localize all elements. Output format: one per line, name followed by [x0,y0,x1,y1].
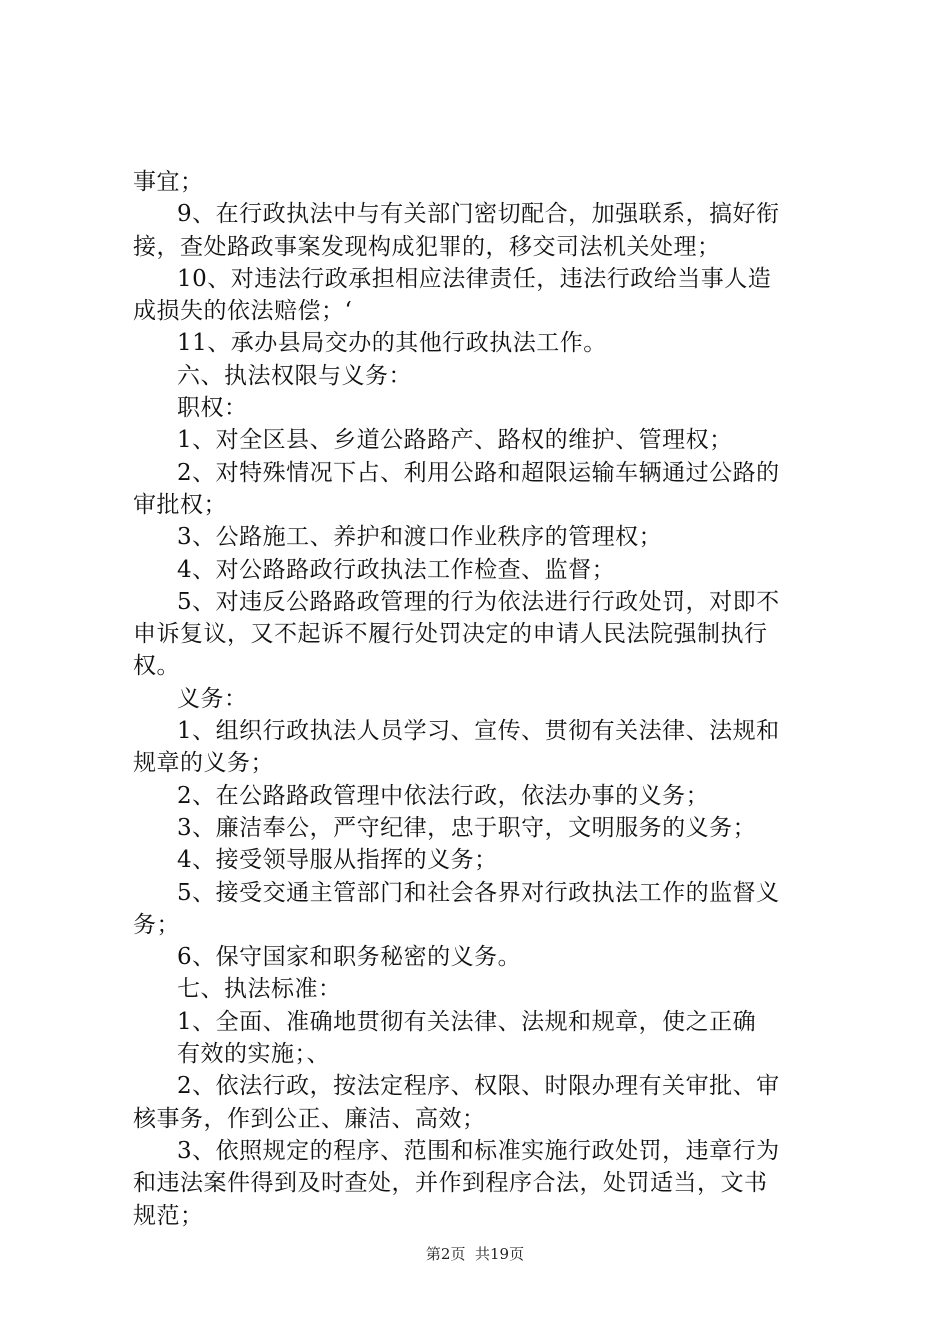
text-line: 2、对特殊情况下占、利用公路和超限运输车辆通过公路的 [177,459,780,486]
text-line: 5、接受交通主管部门和社会各界对行政执法工作的监督义 [177,879,780,906]
text-line: 务； [133,911,180,938]
text-line: 11、承办县局交办的其他行政执法工作。 [177,330,607,357]
page-footer [0,1243,950,1264]
text-line: 9、在行政执法中与有关部门密切配合，加强联系，搞好衔 [177,201,780,228]
text-line: 事宜； [133,169,204,195]
text-line: 1、对全区县、乡道公路路产、路权的维护、管理权； [177,427,733,454]
subsection-heading: 义务： [177,685,248,712]
text-line: 2、依法行政，按法定程序、权限、时限办理有关审批、审 [177,1073,780,1100]
text-line: 有效的实施；、 [177,1041,330,1068]
text-line: 审批权； [133,491,227,518]
text-line: 1、全面、准确地贯彻有关法律、法规和规章，使之正确 [177,1008,757,1035]
text-line: 5、对违反公路路政管理的行为依法进行行政处罚，对即不 [177,588,780,615]
text-line: 4、接受领导服从指挥的义务； [177,847,498,874]
text-line: 接，查处路政事案发现构成犯罪的，移交司法机关处理； [133,233,721,260]
subsection-heading: 职权： [177,395,248,422]
text-line: 4、对公路路政行政执法工作检查、监督； [177,556,616,583]
text-line: 3、廉洁奉公，严守纪律，忠于职守，文明服务的义务； [177,814,757,841]
document-body [133,166,833,1232]
text-line: 权。 [133,653,180,680]
text-line: 成损失的依法赔偿；‘ [133,298,353,325]
text-line: 规章的义务； [133,750,274,777]
text-line: 3、公路施工、养护和渡口作业秩序的管理权； [177,524,663,551]
text-line: 1、组织行政执法人员学习、宣传、贯彻有关法律、法规和 [177,718,780,745]
section-heading: 六、执法权限与义务： [177,362,412,389]
text-line: 申诉复议，又不起诉不履行处罚决定的申请人民法院强制执行 [133,621,768,648]
text-line: 3、依照规定的程序、范围和标准实施行政处罚，违章行为 [177,1137,780,1164]
page-number-label: 第2页 共19页 [425,1245,525,1263]
text-line: 核事务，作到公正、廉洁、高效； [133,1105,486,1132]
text-line: 6、保守国家和职务秘密的义务。 [177,944,522,971]
text-line: 和违法案件得到及时查处，并作到程序合法，处罚适当，文书 [133,1170,768,1197]
text-line: 规范； [133,1202,204,1229]
text-line: 2、在公路路政管理中依法行政，依法办事的义务； [177,782,710,809]
text-line: 10、对违法行政承担相应法律责任，违法行政给当事人造 [177,265,772,292]
section-heading: 七、执法标准： [177,976,342,1003]
